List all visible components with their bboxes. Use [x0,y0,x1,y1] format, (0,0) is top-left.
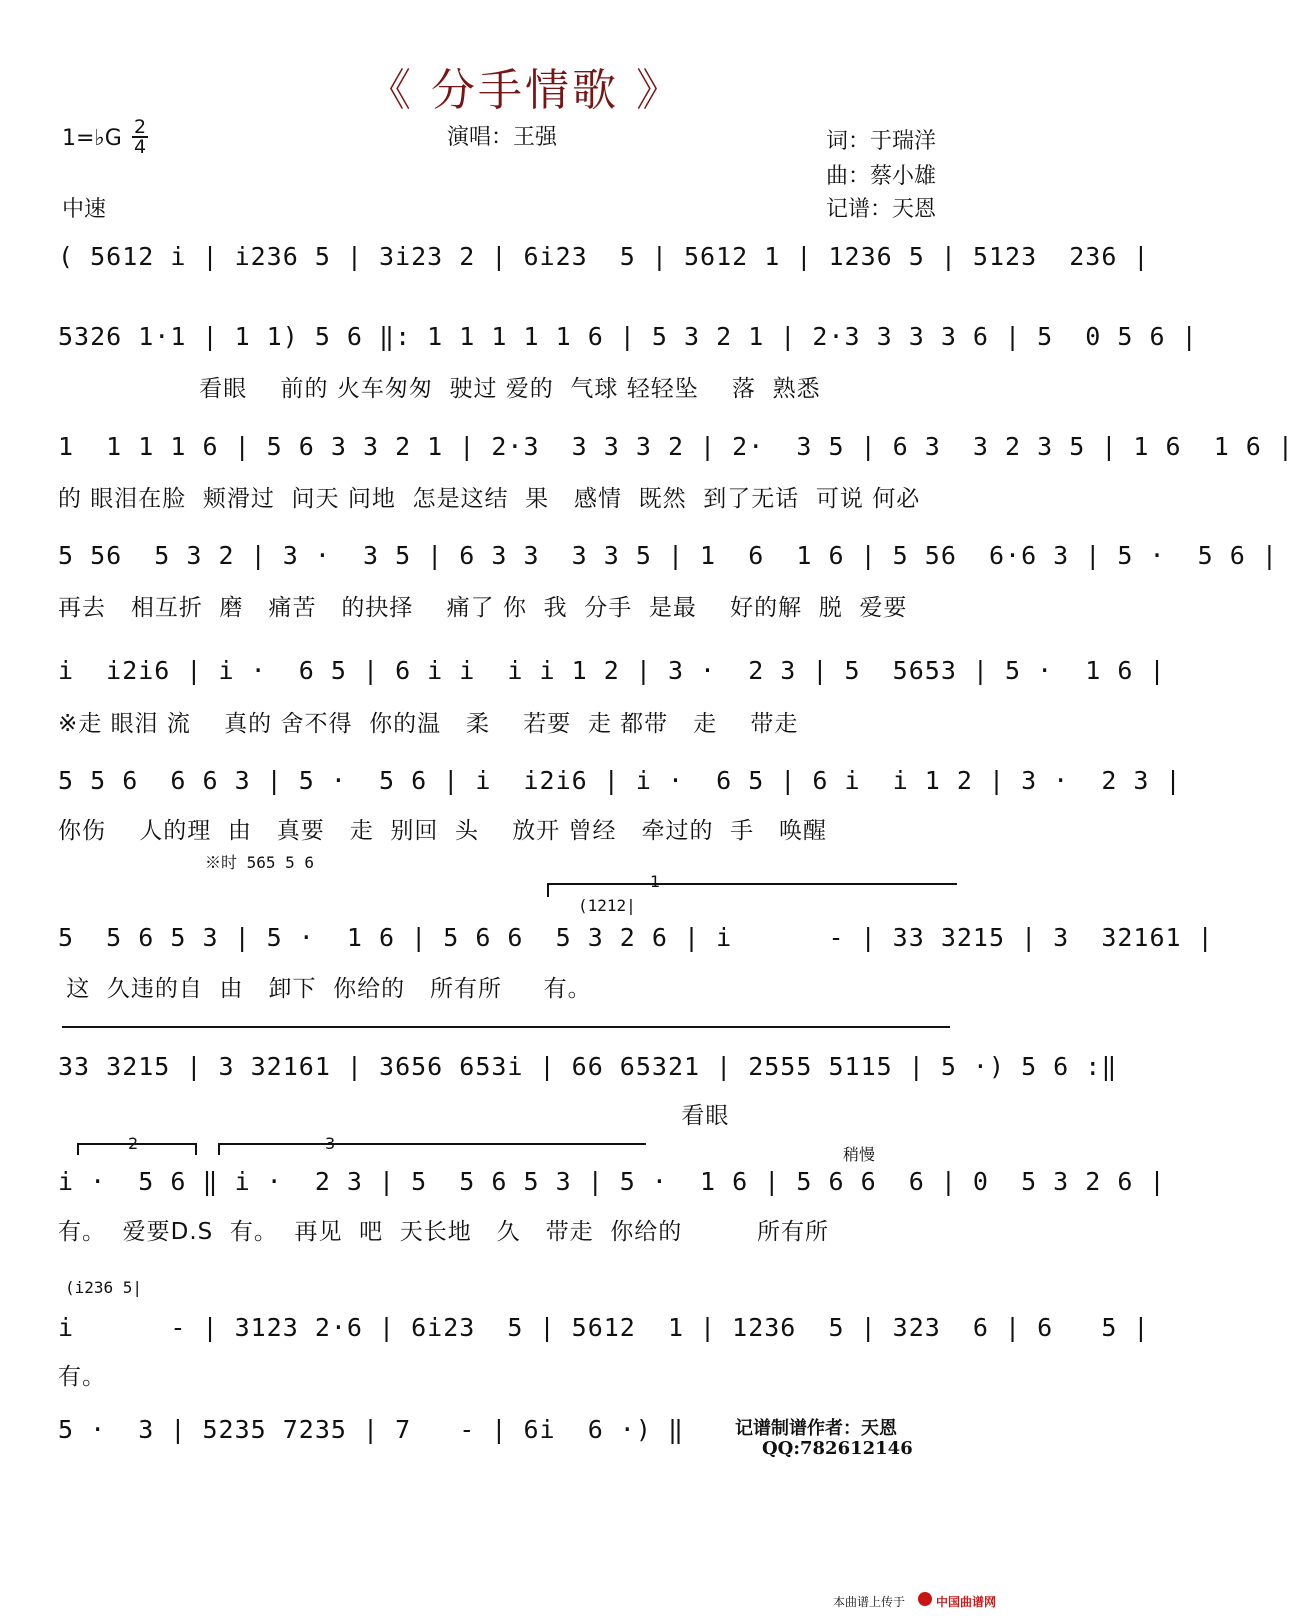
intro-repeat-note: (1212| [578,896,636,915]
tempo-marking: 中速 [62,197,107,222]
time-signature [132,118,148,156]
notation-row: 1 1 1 1 6 | 5 6 3 3 2 1 | 2·3 3 3 3 2 | 2· 3 5 | 6 3 3 2 3 5 | 1 6 1 6 | [58,432,1294,461]
lyrics-row: ※走 眼泪 流 真的 舍不得 你的温 柔 若要 走 都带 走 带走 [58,711,799,737]
transcriber-credit: 记谱：天恩 [826,197,937,222]
site-logo-icon [918,1592,932,1606]
notation-row: i i2i6 | i · 6 5 | 6 i i i i 1 2 | 3 · 2 3 | 5 5653 | 5 · 1 6 | [58,656,1166,685]
time-denominator: 4 [133,136,147,158]
volta-3-start [218,1143,220,1155]
volta-3-number: 3 [325,1134,336,1153]
lyrics-row: 看眼 前的 火车匆匆 驶过 爱的 气球 轻轻坠 落 熟悉 [58,376,821,402]
notation-row: i - | 3123 2·6 | 6i23 5 | 5612 1 | 1236 5 | 323 6 | 6 5 | [58,1313,1150,1342]
lyrics-row: 有。 爱要D.S 有。 再见 吧 天长地 久 带走 你给的 所有所 [58,1219,830,1245]
notation-row: 5 56 5 3 2 | 3 · 3 5 | 6 3 3 3 3 5 | 1 6 1 6 | 5 56 6·6 3 | 5 · 5 6 | [58,541,1278,570]
composer-credit: 曲：蔡小雄 [826,164,937,189]
volta-3-line [218,1143,646,1145]
volta-1-number: 1 [650,872,661,891]
key-signature [62,126,122,151]
notation-row: 5326 1·1 | 1 1) 5 6 ‖: 1 1 1 1 1 6 | 5 3 2 1 | 2·3 3 3 3 6 | 5 0 5 6 | [58,322,1198,351]
volta-1-line [547,883,957,885]
key-text: 1=♭G [62,126,122,151]
credit-author: 记谱制谱作者：天恩 [735,1418,897,1439]
ritardando-marking: 稍慢 [843,1145,876,1164]
upload-note: 本曲谱上传于 [833,1595,906,1609]
volta-1-start [547,883,549,897]
notation-row: 5 5 6 6 6 3 | 5 · 5 6 | i i2i6 | i · 6 5 | 6 i i 1 2 | 3 · 2 3 | [58,766,1182,795]
song-title: 《 分手情歌 》 [367,65,683,116]
site-logo-text: 中国曲谱网 [936,1595,997,1609]
notation-row: 33 3215 | 3 32161 | 3656 653i | 66 65321 | 2555 5115 | 5 ·) 5 6 :‖ [58,1052,1118,1081]
time-numerator: 2 [133,116,147,138]
volta-2-end [195,1143,197,1155]
lyricist-credit: 词：于瑞洋 [826,129,937,154]
singer-credit: 演唱：王强 [447,125,558,150]
lyrics-row: 有。 [58,1364,106,1390]
notation-row: 5 5 6 5 3 | 5 · 1 6 | 5 6 6 5 3 2 6 | i - | 33 3215 | 3 32161 | [58,923,1214,952]
volta-2-start [77,1143,79,1155]
lyrics-row: 再去 相互折 磨 痛苦 的抉择 痛了 你 我 分手 是最 好的解 脱 爱要 [58,595,908,621]
lyrics-row: 你伤 人的理 由 真要 走 别回 头 放开 曾经 牵过的 手 唤醒 [58,818,828,844]
lyrics-row: 的 眼泪在脸 颊滑过 问天 问地 怎是这结 果 感情 既然 到了无话 可说 何必 [58,486,921,512]
notation-row: 5 · 3 | 5235 7235 | 7 - | 6i 6 ·) ‖ [58,1415,684,1444]
lyrics-row: 这 久违的自 由 卸下 你给的 所有所 有。 [58,976,592,1002]
outro-repeat-note: (i236 5| [65,1278,143,1297]
continuation-line [62,1026,950,1028]
notation-row: i · 5 6 ‖ i · 2 3 | 5 5 6 5 3 | 5 · 1 6 | 5 6 6 6 | 0 5 3 2 6 | [58,1167,1166,1196]
volta-2-number: 2 [128,1134,139,1153]
dal-segno-timing: ※时 565 5 6 [205,853,315,872]
notation-row: ( 5612 i | i236 5 | 3i23 2 | 6i23 5 | 5612 1 | 1236 5 | 5123 236 | [58,242,1150,271]
lyrics-row: 看眼 [58,1103,730,1129]
credit-qq: QQ:782612146 [762,1438,913,1459]
